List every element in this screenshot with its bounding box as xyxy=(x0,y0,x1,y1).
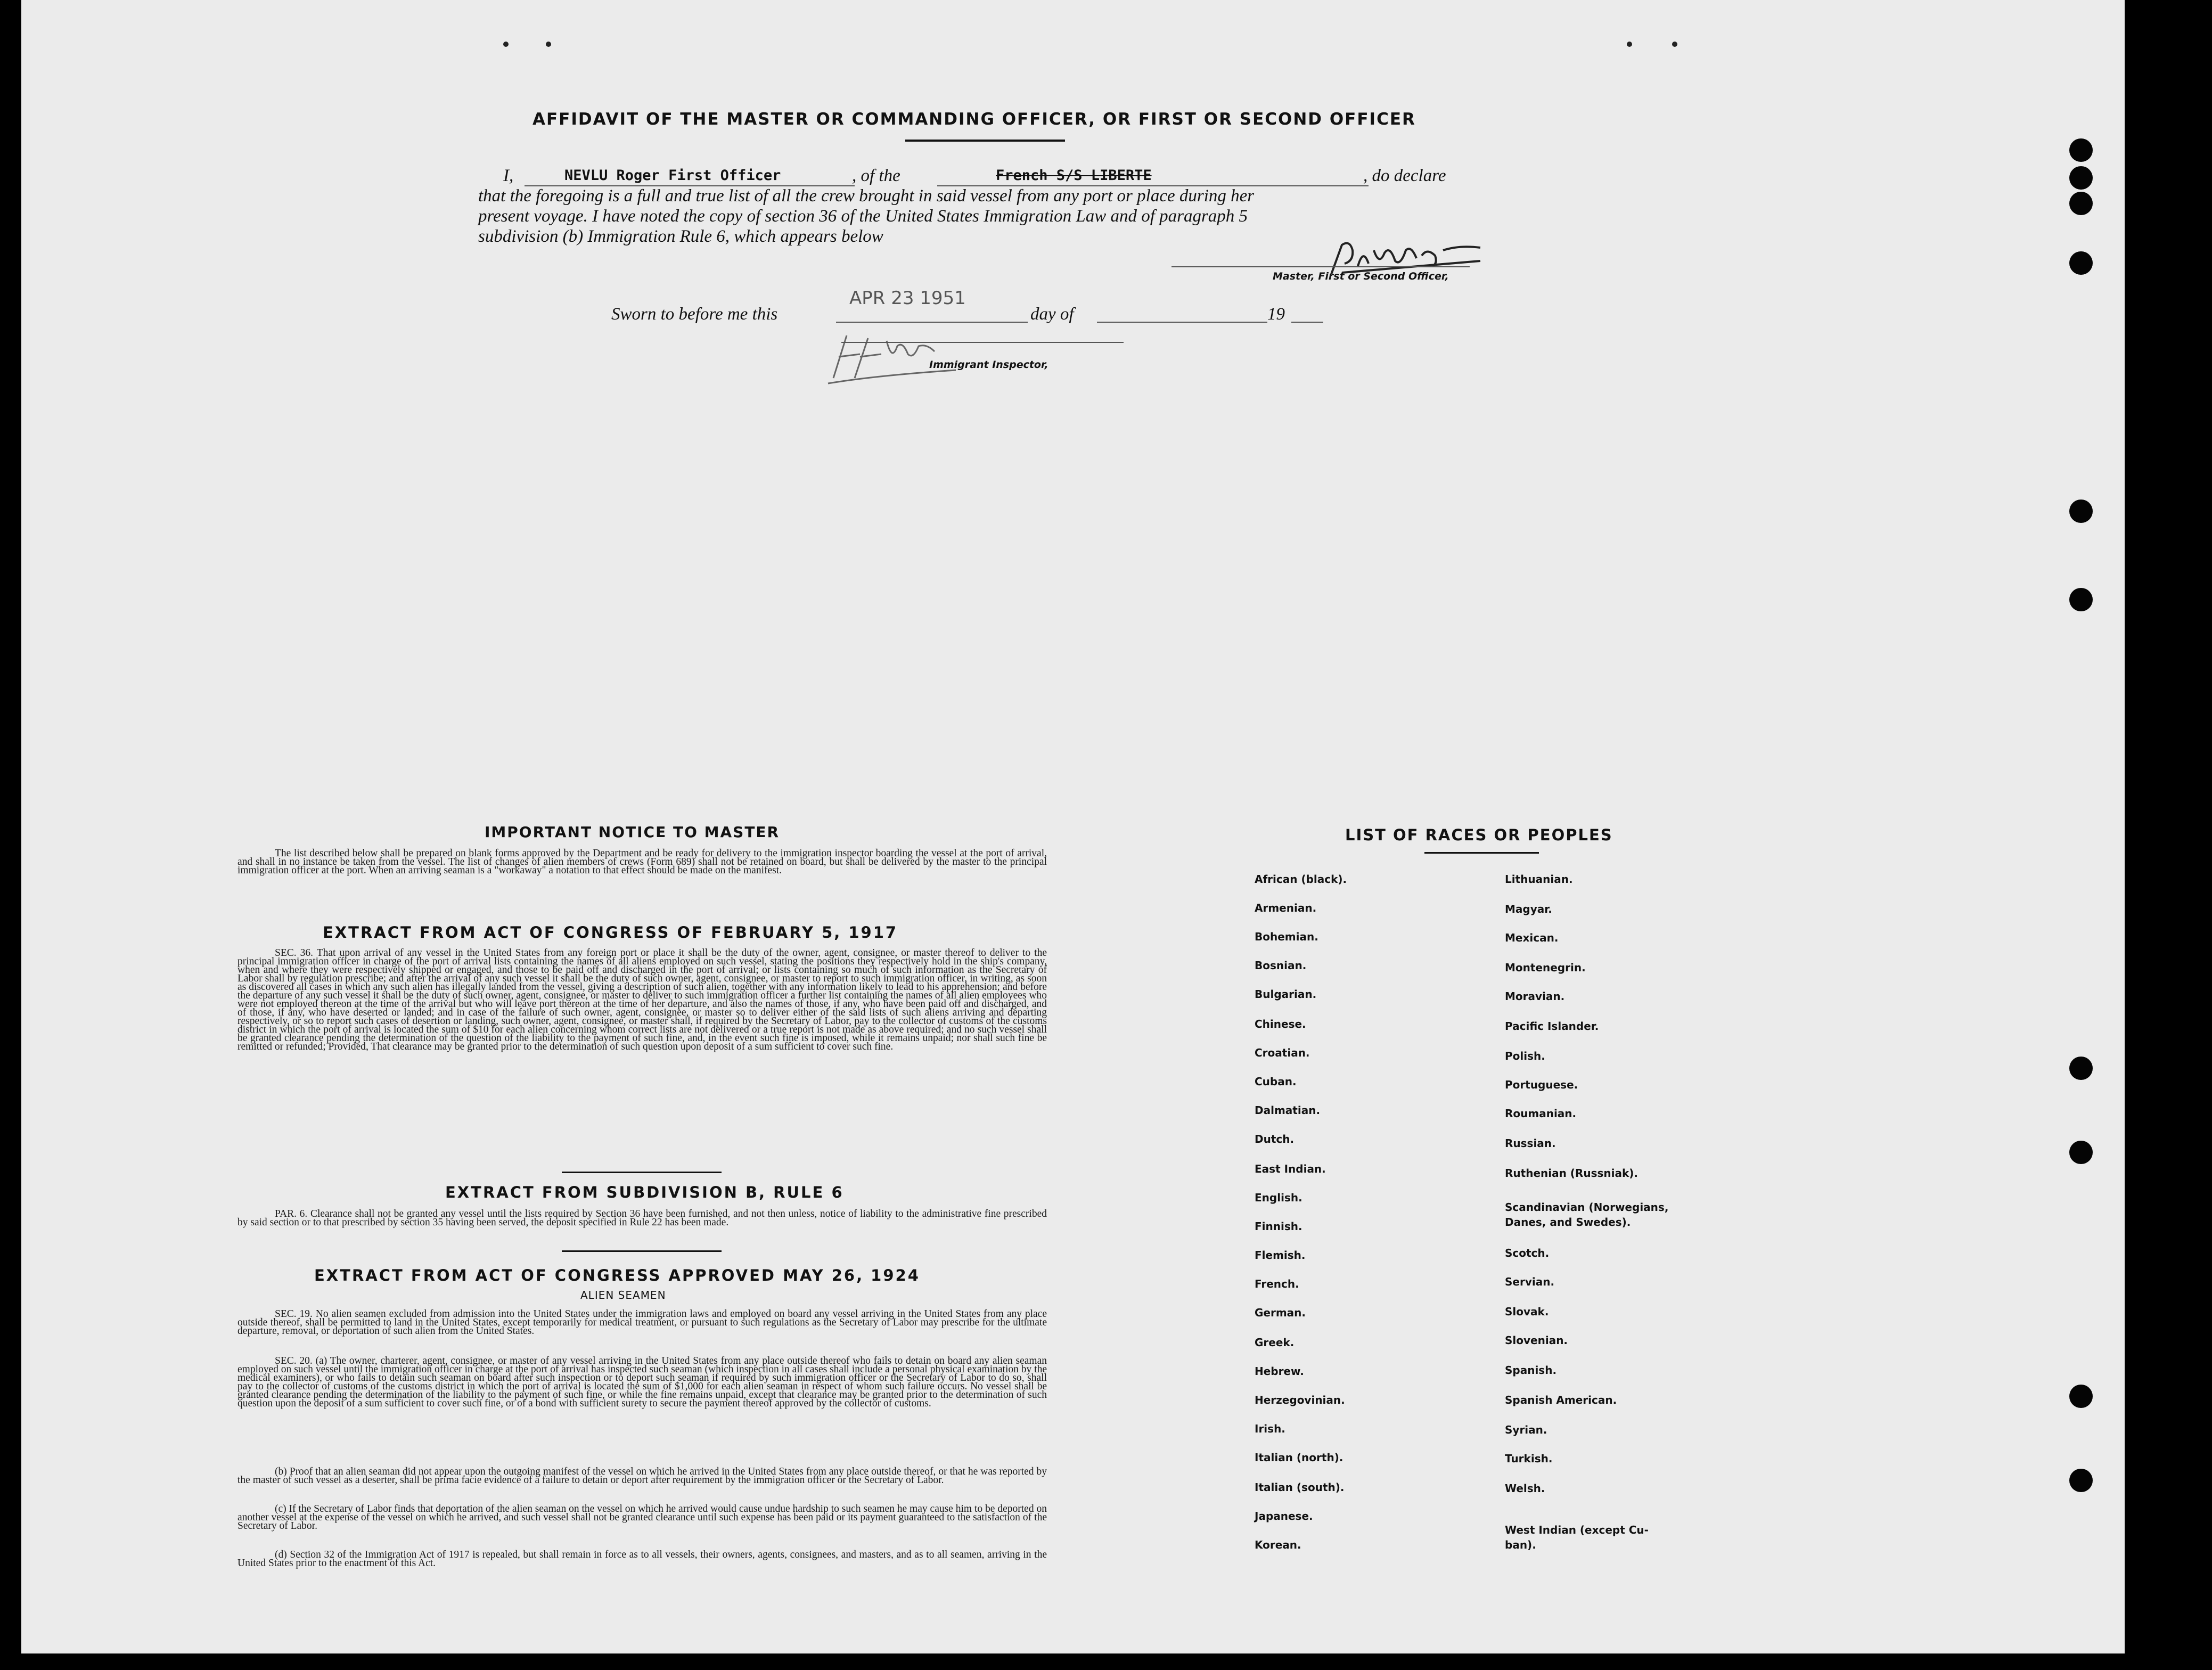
title-divider xyxy=(905,140,1065,142)
race-right-item: ban). xyxy=(1505,1538,1536,1551)
document-page xyxy=(21,0,2125,1653)
section-20b-text: (b) Proof that an alien seaman did not appear upon the outgoing manifest of the vessel on which he arrived in the United States from any place outside thereof, or that he was reported by the master of such vessel as a deserter, shall be prima facie evidence of a failure to detain or deport after requirement by the immigration officer or the Secretary of Labor. xyxy=(237,1466,1047,1486)
sworn-year-label: 19 xyxy=(1267,305,1285,324)
race-left-item: Irish. xyxy=(1255,1422,1285,1435)
line1-end: , do declare xyxy=(1363,166,1446,185)
punch-hole xyxy=(2069,1469,2093,1492)
section-divider xyxy=(562,1172,722,1173)
inspector-underline xyxy=(841,342,1124,343)
race-right-item: Mexican. xyxy=(1505,931,1559,944)
race-left-item: Herzegovinian. xyxy=(1255,1394,1345,1406)
vessel-name-field: French S/S LIBERTE xyxy=(996,167,1152,184)
signature-underline xyxy=(1171,266,1470,267)
race-right-item: Danes, and Swedes). xyxy=(1505,1216,1631,1229)
race-left-item: Italian (north). xyxy=(1255,1451,1343,1464)
scan-mark xyxy=(1627,42,1632,47)
punch-hole xyxy=(2069,1141,2093,1164)
sworn-year-underline xyxy=(1291,322,1323,323)
races-title: LIST OF RACES OR PEOPLES xyxy=(1345,826,1613,844)
section-36-text: SEC. 36. That upon arrival of any vessel in the United States from any foreign port or place it shall be the duty of the owner, agent, consignee, or master thereof to deliver to the principal immigration officer in charge of the port of arrival lists containing the names of all aliens employed on such vessel, stating the positions they respectively hold in the ship's company, when and where they were respectively shipped or engaged, and those to be paid off and discharged in the port of arrival; or lists containing so much of such information as the Secretary of Labor shall by regulation prescribe; and after the arrival of any such vessel it shall be the duty of such owner, agent, consignee, or master to report to such immigration officer, in writing, as soon as discovered all cases in which any such alien has illegally landed from the vessel, giving a description of such alien, together with any information likely to lead to his apprehension; and before the departure of any such vessel it shall be the duty of such owner, agent, consignee, or master to deliver to such immigration officer a further list containing the names of all alien employees who were not employed thereon at the time of the arrival but who will leave port thereon at the time of her departure, and also the names of those, if any, who have been paid off and discharged, and of those, if any, who have deserted or landed; and in case of the failure of such owner, agent, consignee, or master so to deliver either of the said lists of such aliens arriving and departing respectively, or so to report such cases of desertion or landing, such owner, agent, consignee, or master shall, if required by the Secretary of Labor, pay to the collector of customs of the customs district in which the port of arrival is located the sum of $10 for each alien concerning whom correct lists are not delivered or a true report is not made as above required; and no such vessel shall be granted clearance pending the determination of the question of the liability to the payment of such fine, and, in the event such fine is imposed, while it remains unpaid; nor shall such fine be remitted or refunded; Provided, That clearance may be granted prior to the determination of such question upon deposit of a sum sufficient to cover such fine. xyxy=(237,947,1047,1052)
inspector-signature xyxy=(823,325,961,389)
race-left-item: Italian (south). xyxy=(1255,1481,1345,1494)
race-right-item: Scandinavian (Norwegians, xyxy=(1505,1201,1669,1214)
race-right-item: Scotch. xyxy=(1505,1247,1550,1259)
notice-paragraph: The list described below shall be prepared on blank forms approved by the Department and be ready for delivery to the immigration inspector boarding the vessel at the port of arrival, and shall in no instance be taken from the vessel. The list of changes of alien members of crews (Form 689) shall not be retained on board, but shall be delivered by the master to the principal immigration officer at the port. When an arriving seaman is a "workaway" a notation to that effect should be made on the manifest. xyxy=(237,848,1047,876)
punch-hole xyxy=(2069,1385,2093,1408)
race-right-item: Slovenian. xyxy=(1505,1334,1568,1347)
race-right-item: Portuguese. xyxy=(1505,1078,1578,1091)
punch-hole xyxy=(2069,138,2093,162)
race-left-item: Bosnian. xyxy=(1255,959,1307,972)
section-19-text: SEC. 19. No alien seamen excluded from admission into the United States under the immigration laws and employed on board any vessel arriving in the United States from any place outside thereof, shall be permitted to land in the United States, except temporarily for medical treatment, or pursuant to such regulations as the Secretary of Labor may prescribe for the ultimate departure, removal, or deportation of such alien from the United States. xyxy=(237,1308,1047,1337)
affidavit-line-2: that the foregoing is a full and true list of all the crew brought in said vessel from any port or place during her xyxy=(478,186,1255,206)
sworn-date-underline xyxy=(836,322,1028,323)
race-right-item: Polish. xyxy=(1505,1050,1545,1062)
race-right-item: Welsh. xyxy=(1505,1482,1545,1495)
section-divider xyxy=(562,1250,722,1252)
race-right-item: Lithuanian. xyxy=(1505,873,1573,886)
section-20a-text: SEC. 20. (a) The owner, charterer, agent, consignee, or master of any vessel arriving in the United States from any place outside thereof who fails to detain on board any alien seaman employed on such vessel until the immigration officer in charge at the port of arrival has inspected such seaman (which inspection in all cases shall include a personal physical examination by the medical examiners), or who fails to detain such seaman on board after such inspection or to deport such seaman if required by such immigration officer or the Secretary of Labor to do so, shall pay to the collector of customs of the customs district in which the port of arrival is located the sum of $1,000 for each alien seaman in respect of whom such failure occurs. No vessel shall be granted clearance pending the determination of the liability to the payment of such fine, or while the fine remains unpaid, except that clearance may be granted prior to the determination of such question upon the deposit of a sum sufficient to cover such fine, or of a bond with sufficient surety to secure the payment thereof approved by the collector of customs. xyxy=(237,1355,1047,1409)
race-right-item: West Indian (except Cu- xyxy=(1505,1524,1649,1536)
affidavit-line-1 xyxy=(503,166,513,186)
date-stamp: APR 23 1951 xyxy=(849,288,966,309)
act-1924-heading: EXTRACT FROM ACT OF CONGRESS APPROVED MAY 26, 1924 xyxy=(314,1266,920,1284)
race-right-item: Montenegrin. xyxy=(1505,961,1586,974)
affidavit-title: AFFIDAVIT OF THE MASTER OR COMMANDING OFFICER, OR FIRST OR SECOND OFFICER xyxy=(532,110,1416,129)
line1-prefix: I, xyxy=(503,166,514,185)
line1-mid: , of the xyxy=(852,166,900,185)
paragraph-6-text: PAR. 6. Clearance shall not be granted any vessel until the lists required by Section 36 have been furnished, and not then unless, notice of liability to the administrative fine prescribed by said section or to that prescribed by section 35 having been served, the deposit specified in Rule 22 has been made. xyxy=(237,1208,1047,1228)
race-right-item: Slovak. xyxy=(1505,1305,1549,1318)
race-left-item: Greek. xyxy=(1255,1336,1295,1349)
signature-caption: Master, First or Second Officer, xyxy=(1273,271,1449,282)
race-left-item: Bulgarian. xyxy=(1255,988,1317,1001)
race-left-item: Cuban. xyxy=(1255,1075,1297,1088)
act-1917-heading: EXTRACT FROM ACT OF CONGRESS OF FEBRUARY 5, 1917 xyxy=(323,923,898,942)
races-divider xyxy=(1424,852,1539,854)
race-left-item: Flemish. xyxy=(1255,1249,1306,1262)
punch-hole xyxy=(2069,192,2093,215)
punch-hole xyxy=(2069,1057,2093,1080)
notice-title: IMPORTANT NOTICE TO MASTER xyxy=(485,823,780,841)
sworn-day-label: day of xyxy=(1030,305,1074,324)
race-left-item: African (black). xyxy=(1255,873,1347,886)
race-left-item: Chinese. xyxy=(1255,1018,1306,1030)
race-left-item: Bohemian. xyxy=(1255,930,1318,943)
affidavit-line-4: subdivision (b) Immigration Rule 6, which appears below xyxy=(478,227,883,246)
rule-6-heading: EXTRACT FROM SUBDIVISION B, RULE 6 xyxy=(445,1183,844,1201)
race-left-item: Hebrew. xyxy=(1255,1365,1304,1378)
race-right-item: Spanish. xyxy=(1505,1364,1557,1377)
race-right-item: Moravian. xyxy=(1505,990,1565,1003)
race-right-item: Roumanian. xyxy=(1505,1107,1577,1120)
race-left-item: Dalmatian. xyxy=(1255,1104,1321,1117)
officer-name-field: NEVLU Roger First Officer xyxy=(564,167,781,184)
race-right-item: Syrian. xyxy=(1505,1423,1547,1436)
race-left-item: English. xyxy=(1255,1191,1302,1204)
race-right-item: Spanish American. xyxy=(1505,1394,1617,1406)
scan-mark xyxy=(546,42,551,47)
race-left-item: Dutch. xyxy=(1255,1133,1295,1145)
section-20c-text: (c) If the Secretary of Labor finds that deportation of the alien seaman on the vessel on which he arrived would cause undue hardship to such seamen he may cause him to be deported on another vessel at the expense of the vessel on which he arrived, and such vessel shall not be granted clearance until such expense has been paid or its payment guaranteed to the satisfaction of the Secretary of Labor. xyxy=(237,1503,1047,1532)
punch-hole xyxy=(2069,588,2093,611)
affidavit-line-3: present voyage. I have noted the copy of section 36 of the United States Immigration Law and of paragraph 5 xyxy=(478,207,1248,226)
race-right-item: Russian. xyxy=(1505,1137,1556,1150)
punch-hole xyxy=(2069,500,2093,523)
race-right-item: Pacific Islander. xyxy=(1505,1020,1599,1033)
race-left-item: Korean. xyxy=(1255,1538,1301,1551)
section-20d-text: (d) Section 32 of the Immigration Act of 1917 is repealed, but shall remain in force as to all vessels, their owners, agents, consignees, and masters, and as to all seamen, arriving in the United States prior to the enactment of this Act. xyxy=(237,1549,1047,1569)
race-right-item: Turkish. xyxy=(1505,1452,1553,1465)
race-left-item: Armenian. xyxy=(1255,902,1317,914)
punch-hole xyxy=(2069,251,2093,275)
race-right-item: Magyar. xyxy=(1505,903,1552,915)
race-left-item: Finnish. xyxy=(1255,1220,1302,1233)
scan-mark xyxy=(1672,42,1677,47)
race-left-item: German. xyxy=(1255,1306,1306,1319)
scan-mark xyxy=(503,42,509,47)
inspector-caption: Immigrant Inspector, xyxy=(929,359,1048,371)
race-right-item: Ruthenian (Russniak). xyxy=(1505,1167,1638,1180)
punch-hole xyxy=(2069,166,2093,190)
sworn-prefix: Sworn to before me this xyxy=(611,305,778,324)
race-left-item: East Indian. xyxy=(1255,1163,1326,1175)
race-left-item: French. xyxy=(1255,1278,1299,1290)
race-left-item: Japanese. xyxy=(1255,1510,1313,1522)
race-right-item: Servian. xyxy=(1505,1275,1555,1288)
alien-seamen-subheading: ALIEN SEAMEN xyxy=(580,1289,666,1301)
race-left-item: Croatian. xyxy=(1255,1046,1310,1059)
sworn-month-underline xyxy=(1097,322,1267,323)
